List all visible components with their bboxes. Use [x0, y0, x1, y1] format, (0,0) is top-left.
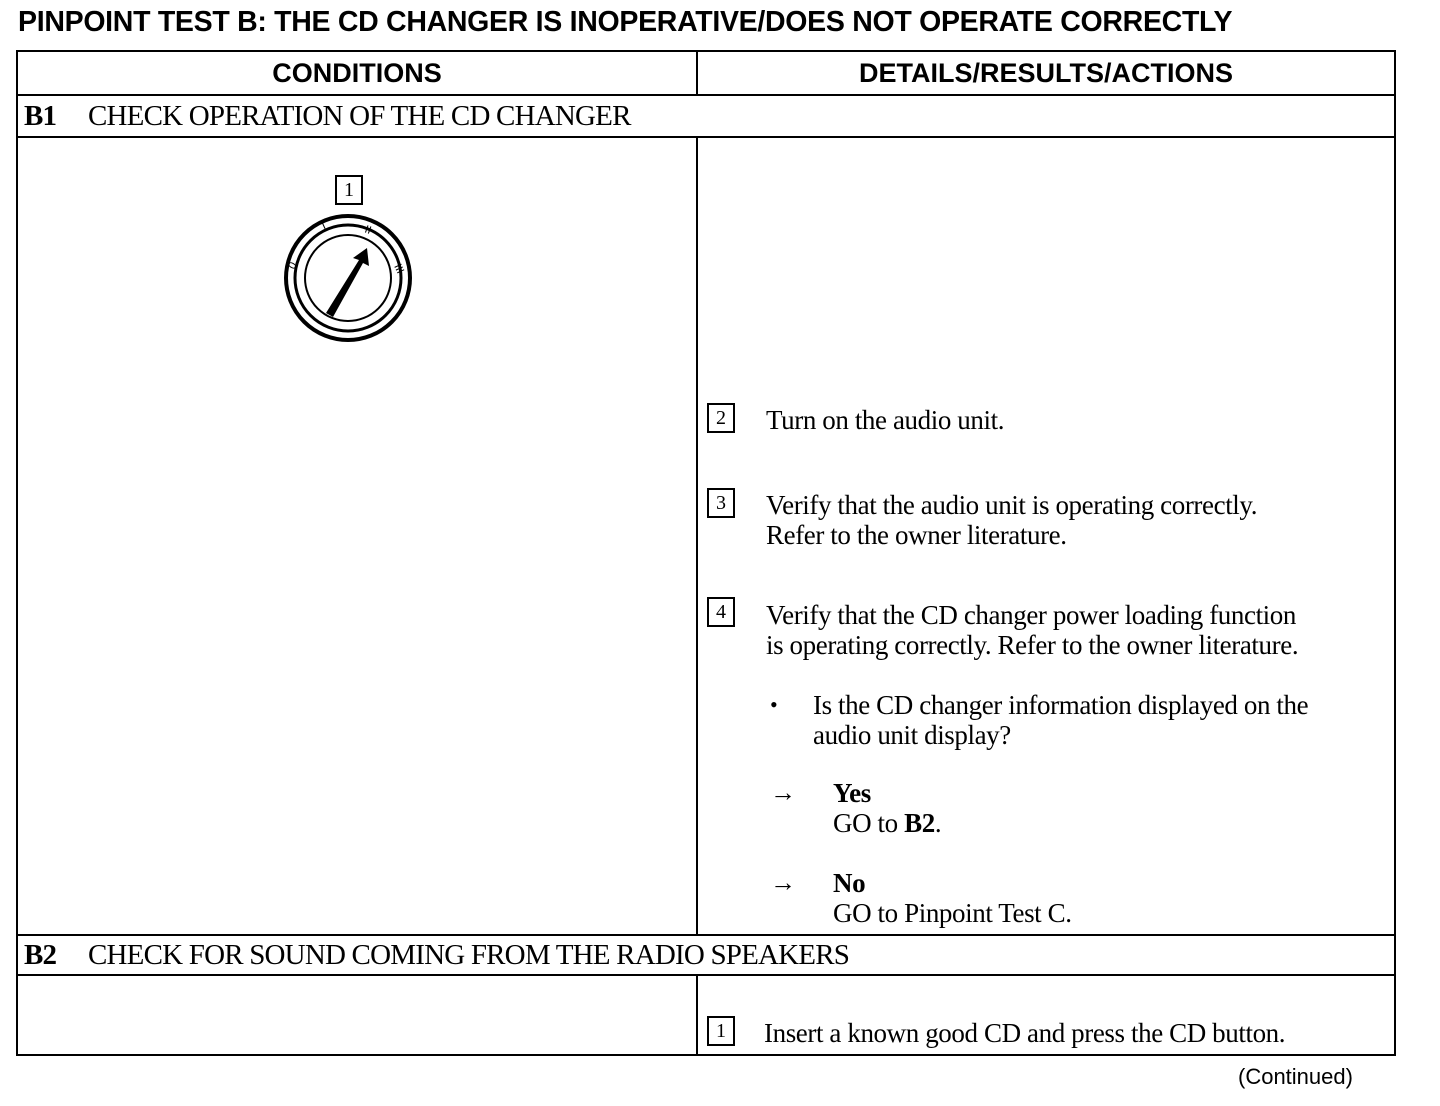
no-result — [833, 868, 1072, 928]
dial-label-0: 0 — [286, 260, 300, 272]
step-box — [707, 597, 735, 627]
yes-action-prefix: GO to — [833, 808, 905, 838]
figure-step-number: 1 — [344, 178, 354, 201]
yes-action — [833, 808, 941, 838]
step-text — [766, 405, 1004, 435]
question-text — [813, 690, 1308, 750]
b2-heading: CHECK FOR SOUND COMING FROM THE RADIO SPEAKERS — [88, 938, 850, 971]
conditions-header: CONDITIONS — [18, 52, 698, 96]
step-number: 4 — [716, 600, 726, 623]
step-box — [707, 403, 735, 433]
continued-label: (Continued) — [1238, 1064, 1353, 1089]
no-action: GO to Pinpoint Test C. — [833, 898, 1072, 928]
step-text — [766, 600, 1298, 660]
ignition-switch-icon — [278, 208, 418, 383]
dial-label-1: I — [320, 220, 329, 233]
step-number: 2 — [716, 406, 726, 429]
step-text — [766, 490, 1257, 550]
b1-heading-row — [18, 96, 1394, 138]
arrow-icon: → — [770, 778, 796, 807]
step-line: Verify that the CD changer power loading function — [766, 600, 1296, 630]
yes-action-suffix: . — [934, 808, 942, 838]
step-line: Refer to the owner literature. — [766, 520, 1067, 550]
yes-label: Yes — [833, 778, 871, 808]
page-title: PINPOINT TEST B: THE CD CHANGER IS INOPERATIVE/DOES NOT OPERATE CORRECTLY — [18, 6, 1233, 38]
b1-code: B1 — [24, 99, 57, 132]
question-line: Is the CD changer information displayed on the — [813, 690, 1309, 720]
step-line: Verify that the audio unit is operating correctly. — [766, 490, 1258, 520]
b2-code: B2 — [24, 938, 57, 971]
step-text: Insert a known good CD and press the CD button. — [764, 1018, 1286, 1048]
arrow-icon: → — [770, 868, 796, 897]
column-divider — [696, 976, 698, 1056]
step-box — [707, 1016, 735, 1046]
b2-heading-row — [18, 934, 1394, 976]
step-line: Turn on the audio unit. — [766, 405, 1005, 435]
yes-action-ref: B2 — [904, 808, 935, 838]
step-line: is operating correctly. Refer to the owner literature. — [766, 630, 1299, 660]
details-header: DETAILS/RESULTS/ACTIONS — [698, 52, 1394, 96]
b1-heading: CHECK OPERATION OF THE CD CHANGER — [88, 99, 631, 132]
figure-step-box — [335, 175, 363, 205]
question-line: audio unit display? — [813, 720, 1011, 750]
step-number: 1 — [716, 1019, 726, 1042]
column-divider — [696, 138, 698, 934]
dial-label-2: II — [362, 223, 373, 237]
bullet: • — [770, 692, 778, 717]
step-box — [707, 488, 735, 518]
dial-label-3: III — [391, 262, 407, 276]
yes-result — [833, 778, 941, 838]
no-label: No — [833, 868, 866, 898]
pinpoint-table — [16, 50, 1396, 1056]
step-number: 3 — [716, 491, 726, 514]
